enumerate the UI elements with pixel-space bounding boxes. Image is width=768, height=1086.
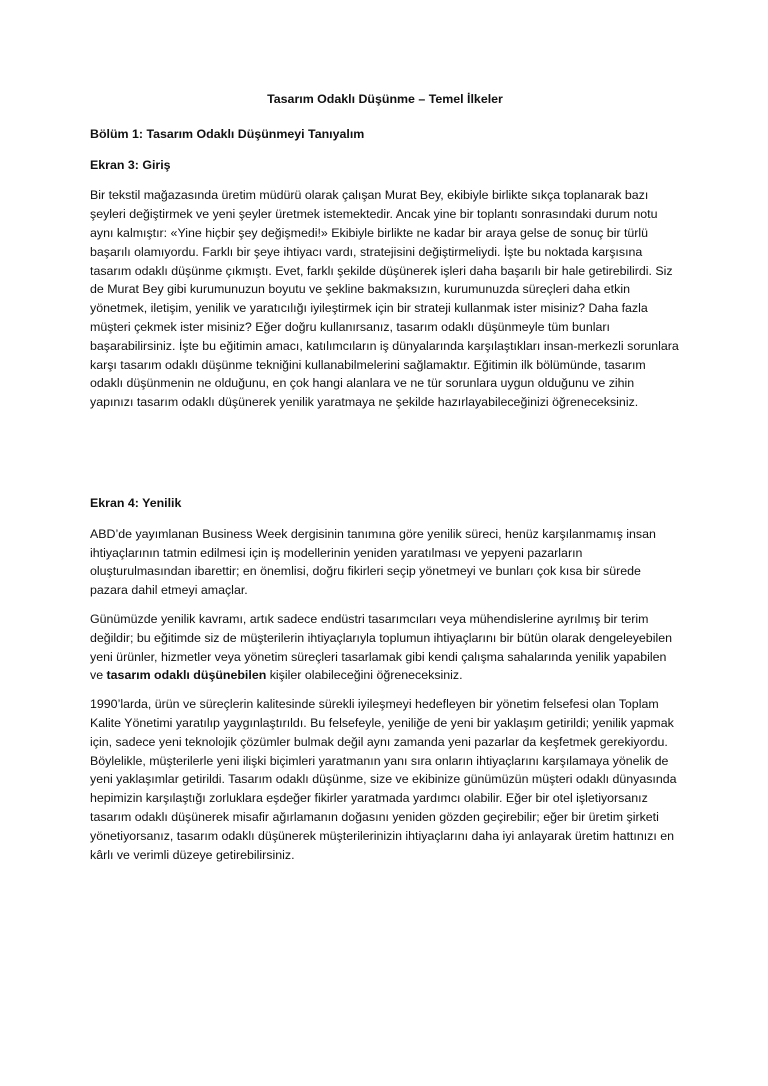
document-title: Tasarım Odaklı Düşünme – Temel İlkeler <box>267 92 503 106</box>
screen3-heading: Ekran 3: Giriş <box>90 157 171 172</box>
screen4-paragraph-2 <box>90 610 680 685</box>
paragraph2-text-start: Günümüzde yenilik kavramı, artık sadece endüstri tasarımcıları veya mühendislerine ayrılmış bir terim değildir; bu eğitimde siz de müşterilerin ihtiyaçlarıyla toplumun ihtiyaçlarını bir bütün olarak dengeleyebilen yeni ürünler, hizmetler veya yönetim süreçleri tasarlamak gibi kendi çalışma sahalarında yenilik yapabilen ve <box>90 611 672 683</box>
screen4-paragraph-1: ABD’de yayımlanan Business Week dergisinin tanımına göre yenilik süreci, henüz karşılanmamış insan ihtiyaçlarının tatmin edilmesi için iş modellerinin yeniden yaratılması ve yepyeni pazarların oluşturulmasından ibarettir; en önemlisi, doğru fikirleri seçip yönetmeyi ve bunları çok kısa bir sürede pazara dahil etmeyi amaçlar. <box>90 526 656 598</box>
paragraph2-bold-phrase: tasarım odaklı düşünebilen <box>106 668 267 683</box>
document-page <box>90 90 680 874</box>
paragraph2-text-end: kişiler olabileceğini öğreneceksiniz. <box>266 668 463 683</box>
screen4-paragraph-3: 1990’larda, ürün ve süreçlerin kalitesinde sürekli iyileşmeyi hedefleyen bir yönetim felsefesi olan Toplam Kalite Yönetimi yaratılıp yaygınlaştırıldı. Bu felsefeyle, yeniliğe de yeni bir yaklaşım getirildi; yenilik yapmak için, sadece yeni teknolojik çözümler bulmak değil aynı zamanda yeni pazarlar da keşfetmek gerekiyordu. Böylelikle, müşterilerle yeni ilişki biçimleri yaratmanın yanı sıra onların ihtiyaçlarını karşılamaya yönelik de yeni yaklaşımlar getirildi. Tasarım odaklı düşünme, size ve ekibinize günümüzün müşteri odaklı dünyasında hepimizin karşılaştığı zorluklara eşdeğer fikirler yaratmada yardımcı olabilir. Eğer bir otel işletiyorsanız tasarım odaklı düşünerek misafir ağırlamanın doğasını yeniden gözden geçirebilir; eğer bir üretim şirketi yönetiyorsanız, tasarım odaklı düşünerek müşterilerinizin ihtiyaçlarını daha iyi anlayarak üretim hattınızı en kârlı ve verimli düzeye getirebilirsiniz. <box>90 697 677 862</box>
screen3-paragraph: Bir tekstil mağazasında üretim müdürü olarak çalışan Murat Bey, ekibiyle birlikte sıkça toplanarak bazı şeyleri değiştirmek ve yeni şeyler üretmek istemektedir. Ancak yine bir toplantı sonrasındaki durum notu aynı kalmıştır: «Yine hiçbir şey değişmedi!» Ekibiyle birlikte ne kadar bir araya gelse de sonuç bir türlü başarılı olamıyordu. Farklı bir şeye ihtiyacı vardı, stratejisini değiştirmeliydi. İşte bu noktada karşısına tasarım odaklı düşünme çıkmıştı. Evet, farklı şekilde düşünerek işleri daha başarılı bir hale getirebilirdi. Siz de Murat Bey gibi kurumunuzun boyutu ve şekline bakmaksızın, kurumunuzda süreçleri daha etkin yönetmek, iletişim, yenilik ve yaratıcılığı iyileştirmek için bir strateji kullanmak ister misiniz? Daha fazla müşteri çekmek ister misiniz? Eğer doğru kullanırsanız, tasarım odaklı düşünmeyle tüm bunları başarabilirsiniz. İşte bu eğitimin amacı, katılımcıların iş dünyalarında karşılaştıkları insan-merkezli sorunlara karşı tasarım odaklı düşünme tekniğini kullanabilmelerini sağlamaktır. Eğitimin ilk bölümünde, tasarım odaklı düşünmenin ne olduğunu, en çok hangi alanlara ve ne tür sorunlara uygun olduğunu ve zihin yapınızı tasarım odaklı düşünerek yenilik yaratmaya ne şekilde hazırlayabileceğinizi öğreneceksiniz. <box>90 188 679 410</box>
section-spacer <box>90 422 680 494</box>
section-heading: Bölüm 1: Tasarım Odaklı Düşünmeyi Tanıyalım <box>90 126 365 141</box>
screen4-heading: Ekran 4: Yenilik <box>90 495 182 510</box>
